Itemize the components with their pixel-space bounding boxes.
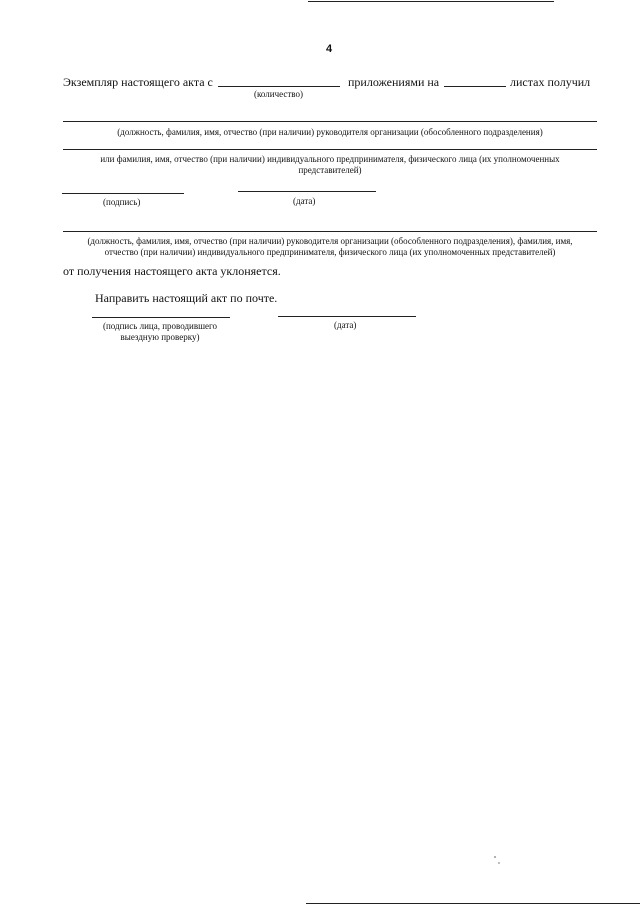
evader-caption-line1: (должность, фамилия, имя, отчество (при наличии) руководителя организации (обособленного подразделения), фамилия, имя, [87, 236, 573, 246]
recipient-alt-caption-line2: представителей) [298, 165, 362, 175]
scan-speck [498, 862, 500, 864]
copy-received-text-end: листах получил [510, 75, 591, 89]
evader-name-line [63, 231, 597, 232]
bottom-edge-line [306, 903, 640, 904]
quantity-blank-line [218, 86, 340, 87]
evader-caption-line2: отчество (при наличии) индивидуального предпринимателя, физического лица (их уполномоченных представителей) [104, 247, 556, 257]
inspector-caption-line2: выездную проверку) [120, 332, 200, 342]
recipient-name-line [63, 121, 597, 122]
signature-line [62, 193, 184, 194]
recipient-alt-line [63, 149, 597, 150]
recipient-position-caption: (должность, фамилия, имя, отчество (при наличии) руководителя организации (обособленного подразделения) [117, 127, 543, 137]
inspector-signature-line [92, 317, 230, 318]
date-caption: (дата) [293, 196, 316, 206]
mail-instruction-text: Направить настоящий акт по почте. [95, 291, 278, 305]
inspector-date-caption: (дата) [334, 320, 357, 330]
sheets-blank-line [444, 86, 506, 87]
inspector-date-line [278, 316, 416, 317]
date-line [238, 191, 376, 192]
copy-received-text-attachments: приложениями на [348, 75, 440, 89]
top-edge-line [308, 1, 554, 2]
inspector-caption-line1: (подпись лица, проводившего [102, 321, 218, 331]
quantity-caption: (количество) [254, 89, 303, 99]
signature-caption: (подпись) [103, 197, 141, 207]
copy-received-text-start: Экземпляр настоящего акта с [63, 75, 213, 89]
scan-speck [494, 856, 496, 858]
recipient-alt-caption-line1: или фамилия, имя, отчество (при наличии) индивидуального предпринимателя, физического лица (их уполномоченных [100, 154, 560, 164]
evasion-text: от получения настоящего акта уклоняется. [63, 264, 281, 278]
page-number: 4 [326, 43, 333, 55]
